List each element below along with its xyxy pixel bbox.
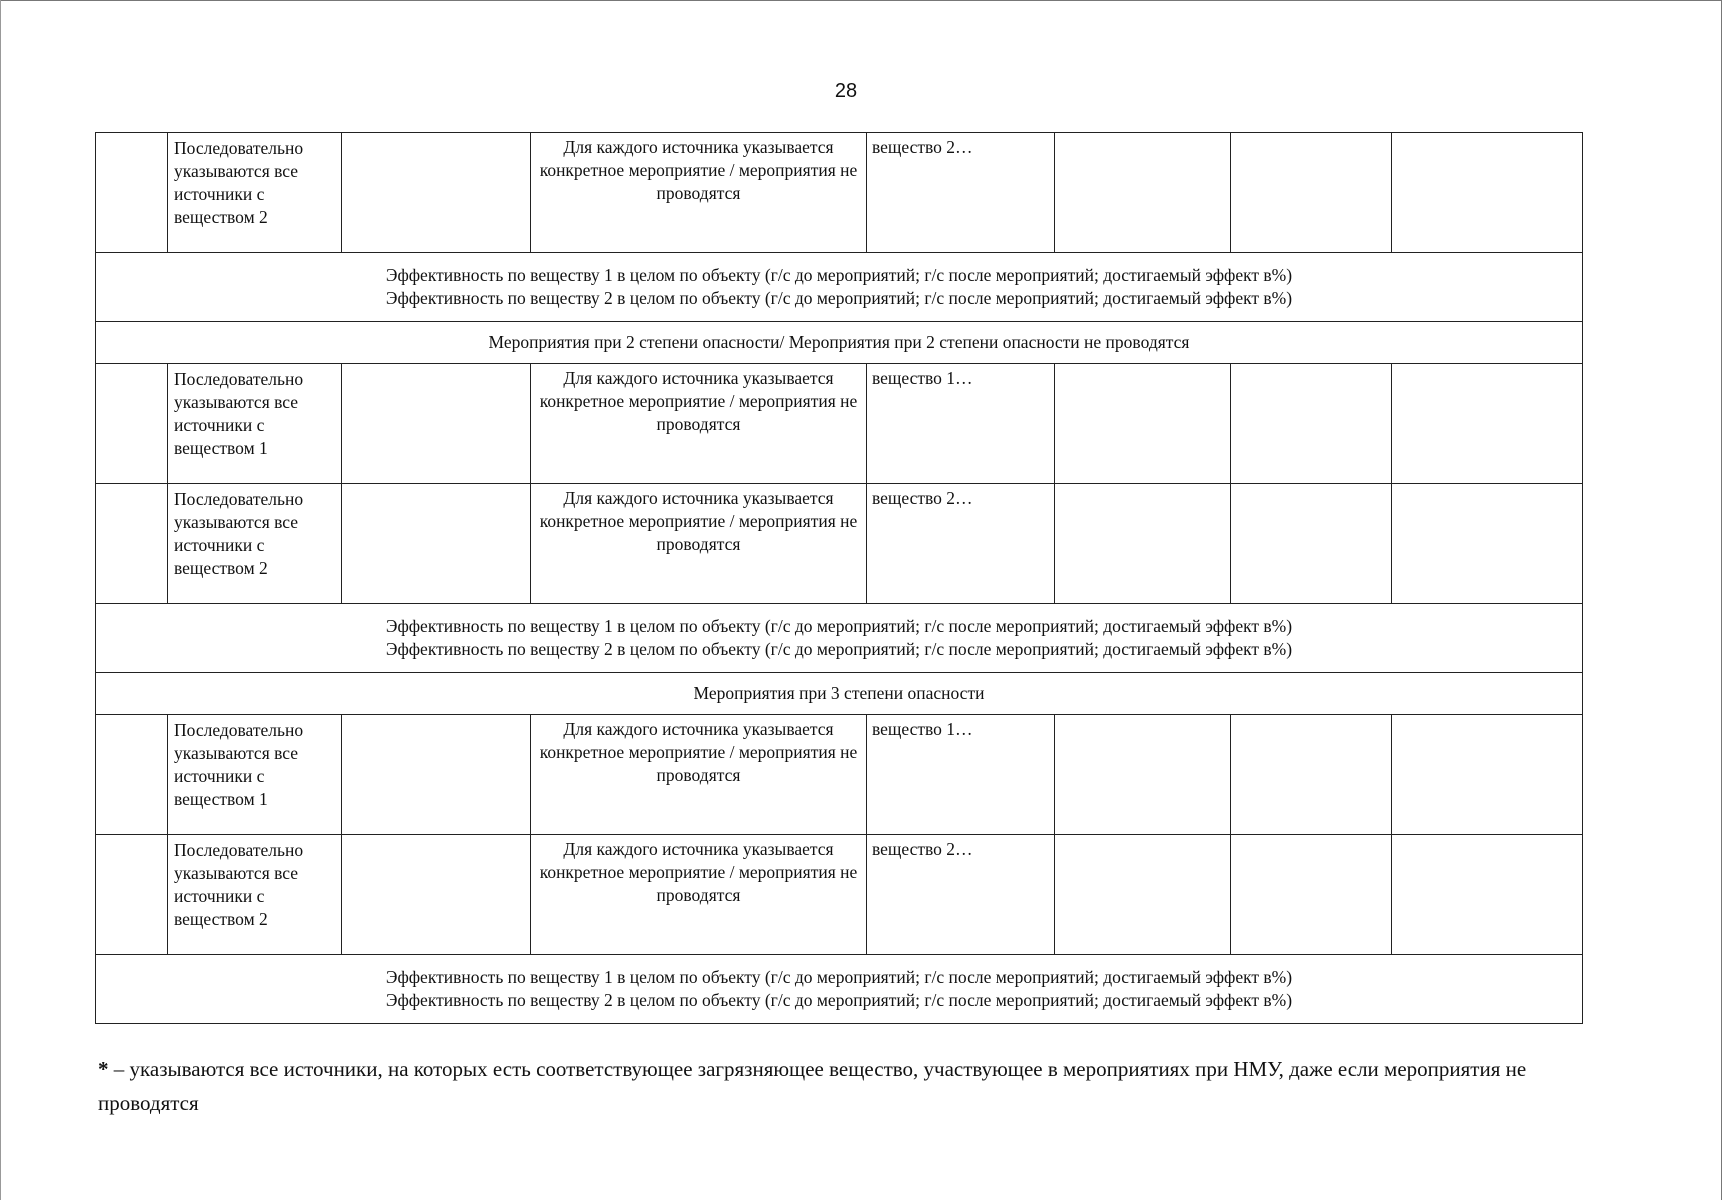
source-row: [96, 364, 1583, 484]
footnote-text: – указываются все источники, на которых есть соответствующее загрязняющее вещество, участвующее в мероприятиях при НМУ, даже если мероприятия не проводятся: [98, 1057, 1527, 1115]
blank-cell: [1392, 715, 1583, 835]
blank-cell: [1392, 484, 1583, 604]
effectiveness-row: [96, 253, 1583, 322]
source-cell: Последовательно указываются все источники с веществом 2: [168, 133, 342, 253]
substance-cell: вещество 1…: [867, 715, 1055, 835]
effectiveness-row: [96, 604, 1583, 673]
table-body: [96, 133, 1583, 1024]
effectiveness-line: Эффективность по веществу 2 в целом по объекту (г/с до мероприятий; г/с после мероприятий; достигаемый эффект в%): [385, 990, 1293, 1010]
blank-cell: [1231, 835, 1392, 955]
blank-cell: [1055, 715, 1231, 835]
effectiveness-line: Эффективность по веществу 1 в целом по объекту (г/с до мероприятий; г/с после мероприятий; достигаемый эффект в%): [385, 265, 1293, 285]
effectiveness-line: Эффективность по веществу 2 в целом по объекту (г/с до мероприятий; г/с после мероприятий; достигаемый эффект в%): [385, 288, 1293, 308]
substance-cell: вещество 2…: [867, 484, 1055, 604]
substance-cell: вещество 2…: [867, 835, 1055, 955]
row-index-cell: [96, 364, 168, 484]
blank-cell: [342, 484, 531, 604]
source-cell: Последовательно указываются все источники с веществом 1: [168, 715, 342, 835]
blank-cell: [1231, 715, 1392, 835]
page-left-edge: [0, 0, 1, 1200]
source-row: [96, 715, 1583, 835]
blank-cell: [1231, 133, 1392, 253]
effectiveness-line: Эффективность по веществу 1 в целом по объекту (г/с до мероприятий; г/с после мероприятий; достигаемый эффект в%): [385, 616, 1293, 636]
effectiveness-cell: [96, 604, 1583, 673]
blank-cell: [342, 133, 531, 253]
blank-cell: [1055, 835, 1231, 955]
source-row: [96, 133, 1583, 253]
measures-table: [95, 132, 1583, 1024]
measure-cell: Для каждого источника указывается конкретное мероприятие / мероприятия не проводятся: [531, 715, 867, 835]
blank-cell: [342, 364, 531, 484]
effectiveness-line: Эффективность по веществу 2 в целом по объекту (г/с до мероприятий; г/с после мероприятий; достигаемый эффект в%): [385, 639, 1293, 659]
source-cell: Последовательно указываются все источники с веществом 2: [168, 835, 342, 955]
effectiveness-cell: [96, 253, 1583, 322]
measure-cell: Для каждого источника указывается конкретное мероприятие / мероприятия не проводятся: [531, 364, 867, 484]
effectiveness-row: [96, 955, 1583, 1024]
source-cell: Последовательно указываются все источники с веществом 2: [168, 484, 342, 604]
blank-cell: [342, 715, 531, 835]
page-top-edge: [0, 0, 1722, 1]
source-row: [96, 835, 1583, 955]
section-heading: Мероприятия при 2 степени опасности/ Мероприятия при 2 степени опасности не проводятся: [96, 322, 1583, 364]
blank-cell: [1231, 484, 1392, 604]
substance-cell: вещество 2…: [867, 133, 1055, 253]
measure-cell: Для каждого источника указывается конкретное мероприятие / мероприятия не проводятся: [531, 484, 867, 604]
blank-cell: [1392, 364, 1583, 484]
blank-cell: [1055, 364, 1231, 484]
section-heading-row: [96, 322, 1583, 364]
blank-cell: [1392, 835, 1583, 955]
row-index-cell: [96, 133, 168, 253]
measure-cell: Для каждого источника указывается конкретное мероприятие / мероприятия не проводятся: [531, 133, 867, 253]
row-index-cell: [96, 484, 168, 604]
blank-cell: [1392, 133, 1583, 253]
measure-cell: Для каждого источника указывается конкретное мероприятие / мероприятия не проводятся: [531, 835, 867, 955]
row-index-cell: [96, 835, 168, 955]
section-heading: Мероприятия при 3 степени опасности: [96, 673, 1583, 715]
source-row: [96, 484, 1583, 604]
blank-cell: [1231, 364, 1392, 484]
section-heading-row: [96, 673, 1583, 715]
footnote: [98, 1052, 1618, 1120]
blank-cell: [1055, 484, 1231, 604]
row-index-cell: [96, 715, 168, 835]
blank-cell: [1055, 133, 1231, 253]
substance-cell: вещество 1…: [867, 364, 1055, 484]
footnote-star: *: [98, 1057, 109, 1081]
blank-cell: [342, 835, 531, 955]
page-number: 28: [834, 80, 858, 102]
effectiveness-line: Эффективность по веществу 1 в целом по объекту (г/с до мероприятий; г/с после мероприятий; достигаемый эффект в%): [385, 967, 1293, 987]
effectiveness-cell: [96, 955, 1583, 1024]
source-cell: Последовательно указываются все источники с веществом 1: [168, 364, 342, 484]
